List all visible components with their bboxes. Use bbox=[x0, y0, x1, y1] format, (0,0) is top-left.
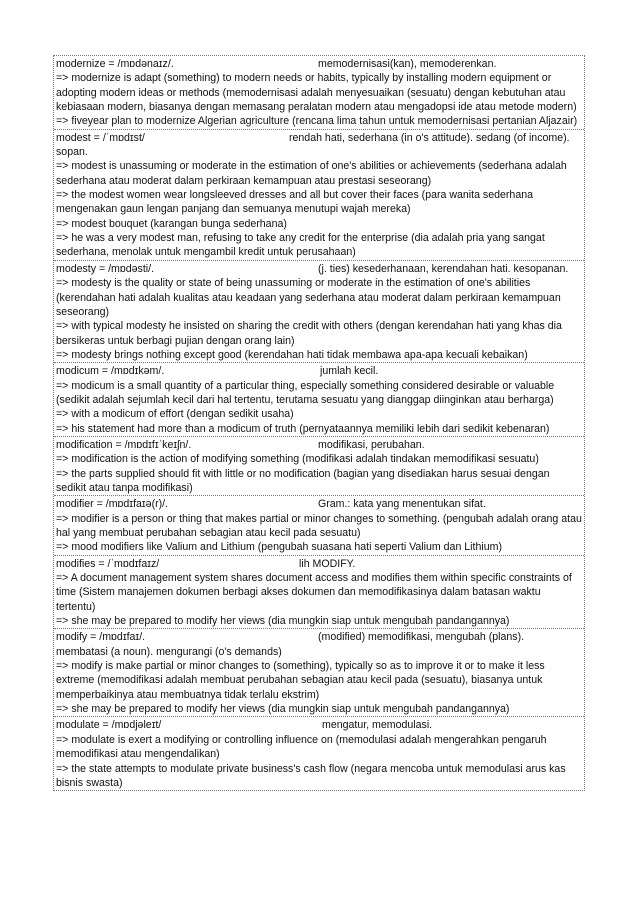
entry-line: => modicum is a small quantity of a particular thing, especially something considered desirable or valuable (sedikit adalah sejumlah kecil dari hal tertentu, terutama sesuatu yang dianggap diinginkan atau berharga) bbox=[56, 379, 555, 406]
entry-line: membatasi (a noun). mengurangi (o's demands) bbox=[56, 645, 282, 658]
entry-modesty bbox=[54, 261, 584, 363]
entry-line: => modesty is the quality or state of being unassuming or moderate in the estimation of one's abilities (kerendahan hati adalah kualitas atau keadaan yang sederhana atau moderat dalam perkiraan kemampuan seseorang) bbox=[56, 277, 561, 318]
entry-head bbox=[56, 438, 582, 452]
entry-line: => modulate is exert a modifying or controlling influence on (memodulasi adalah mengerahkan pengaruh memodifikasi atau mengendalikan) bbox=[56, 733, 547, 761]
entry-modifies bbox=[54, 556, 584, 630]
entry-modifier bbox=[54, 496, 584, 555]
entry-line: => his statement had more than a modicum of truth (pernyataannya memiliki lebih dari sedikit kebenaran) bbox=[56, 422, 550, 435]
entry-line: => she may be prepared to modify her views (dia mungkin siap untuk mengubah pandangannya) bbox=[56, 615, 510, 628]
entry-line: => with typical modesty he insisted on sharing the credit with others (dengan kerendahan hati yang khas dia bersikeras untuk berbagi pujian dengan orang lain) bbox=[56, 320, 562, 347]
entry-line: => modest bouquet (karangan bunga sederhana) bbox=[56, 217, 287, 230]
dictionary-sheet bbox=[53, 55, 585, 791]
entry-gloss: modifikasi, perubahan. bbox=[318, 438, 425, 451]
entry-head bbox=[56, 57, 582, 71]
entry-term: modulate = /mɒdjəleɪt/ bbox=[56, 719, 162, 732]
entry-line: => with a modicum of effort (dengan sedikit usaha) bbox=[56, 408, 294, 421]
entry-gloss: jumlah kecil. bbox=[320, 365, 379, 378]
entry-line: => modesty brings nothing except good (kerendahan hati tidak membawa apa-apa kecuali kebaikan) bbox=[56, 348, 528, 361]
entry-gloss: lih MODIFY. bbox=[299, 557, 356, 570]
entry-head bbox=[56, 497, 582, 511]
entry-term: modesty = /mɒdəsti/. bbox=[56, 262, 155, 275]
entry-line: => modernize is adapt (something) to modern needs or habits, typically by installing modern equipment or adopting modern ideas or methods (memodernisasi adalah menyesuaikan (sesuatu) dengan kebutuhan atau kebiasaan modern, biasanya dengan memasang peralatan modern atau mengadopsi ide atau metode modern) bbox=[56, 72, 577, 114]
entry-line: => A document management system shares document access and modifies them within specific constraints of time (Sistem manajemen dokumen berbagi akses dokumen dan memodifikasinya dalam batasan waktu tertentu) bbox=[56, 572, 572, 613]
entry-gloss: rendah hati, sederhana (in o's attitude). sedang (of income). bbox=[289, 131, 570, 144]
entry-head bbox=[56, 364, 582, 378]
entry-modulate bbox=[54, 717, 584, 790]
entry-line: => the state attempts to modulate private business's cash flow (negara mencoba untuk memodulasi arus kas bisnis swasta) bbox=[56, 762, 566, 789]
entry-modify bbox=[54, 629, 584, 717]
entry-line: => she may be prepared to modify her views (dia mungkin siap untuk mengubah pandangannya) bbox=[56, 703, 510, 716]
entry-modernize bbox=[54, 56, 584, 130]
entry-gloss: (modified) memodifikasi, mengubah (plans). bbox=[318, 631, 525, 644]
entry-line: => the modest women wear longsleeved dresses and all but cover their faces (para wanita sederhana mengenakan gaun lengan panjang dan semuanya menutupi wajah mereka) bbox=[56, 189, 533, 216]
entry-gloss: mengatur, memodulasi. bbox=[322, 719, 433, 732]
entry-term: modify = /mɒdɪfaɪ/. bbox=[56, 631, 146, 644]
entry-line: => mood modifiers like Valium and Lithium (pengubah suasana hati seperti Valium dan Lithium) bbox=[56, 541, 502, 554]
entry-line: => the parts supplied should fit with little or no modification (bagian yang disediakan harus sesuai dengan sedikit atau tanpa modifikasi) bbox=[56, 467, 550, 494]
entry-line: sopan. bbox=[56, 146, 88, 159]
entry-modest bbox=[54, 130, 584, 261]
entry-line: => modify is make partial or minor changes to (something), typically so as to improve it or to make it less extreme (memodifikasi adalah membuat perubahan sebagian atau kecil pada (sesuatu), biasanya untuk memperbaikinya atau membuatnya tidak terlalu ekstrim) bbox=[56, 660, 545, 701]
entry-line: => modification is the action of modifying something (modifikasi adalah tindakan memodifikasi sesuatu) bbox=[56, 453, 539, 466]
entry-term: modifier = /mɒdɪfaɪə(r)/. bbox=[56, 498, 169, 511]
entry-gloss: memodernisasi(kan), memoderenkan. bbox=[318, 58, 497, 70]
entry-head bbox=[56, 131, 582, 145]
entry-term: modicum = /mɒdɪkəm/. bbox=[56, 365, 165, 378]
entry-term: modest = /ˈmɒdɪst/ bbox=[56, 131, 145, 144]
entry-term: modernize = /mɒdənaɪz/. bbox=[56, 58, 174, 70]
entry-head bbox=[56, 630, 582, 644]
entry-modification bbox=[54, 437, 584, 496]
entry-head bbox=[56, 262, 582, 276]
entry-head bbox=[56, 718, 582, 732]
entry-gloss: Gram.: kata yang menentukan sifat. bbox=[318, 498, 486, 511]
entry-line: => fiveyear plan to modernize Algerian agriculture (rencana lima tahun untuk memodernisasi pertanian Aljazair) bbox=[56, 115, 578, 128]
entry-line: => he was a very modest man, refusing to take any credit for the enterprise (dia adalah pria yang sangat sederhana, menolak untuk mengambil kredit untuk perusahaan) bbox=[56, 232, 545, 259]
entry-line: => modest is unassuming or moderate in the estimation of one's abilities or achievements (sederhana adalah sederhana atau moderat dalam perkiraan kemampuan atau prestasi seseorang) bbox=[56, 160, 567, 187]
entry-gloss: (j. ties) kesederhanaan, kerendahan hati. kesopanan. bbox=[318, 262, 569, 275]
entry-term: modifies = /ˈmɒdɪfaɪz/ bbox=[56, 557, 160, 570]
entry-line: => modifier is a person or thing that makes partial or minor changes to something. (pengubah adalah orang atau hal yang membuat perubahan sebagian atau kecil pada sesuatu) bbox=[56, 512, 582, 539]
entry-term: modification = /mɒdɪfɪˈkeɪʃn/. bbox=[56, 438, 192, 451]
entry-modicum bbox=[54, 363, 584, 437]
entry-head bbox=[56, 557, 582, 571]
